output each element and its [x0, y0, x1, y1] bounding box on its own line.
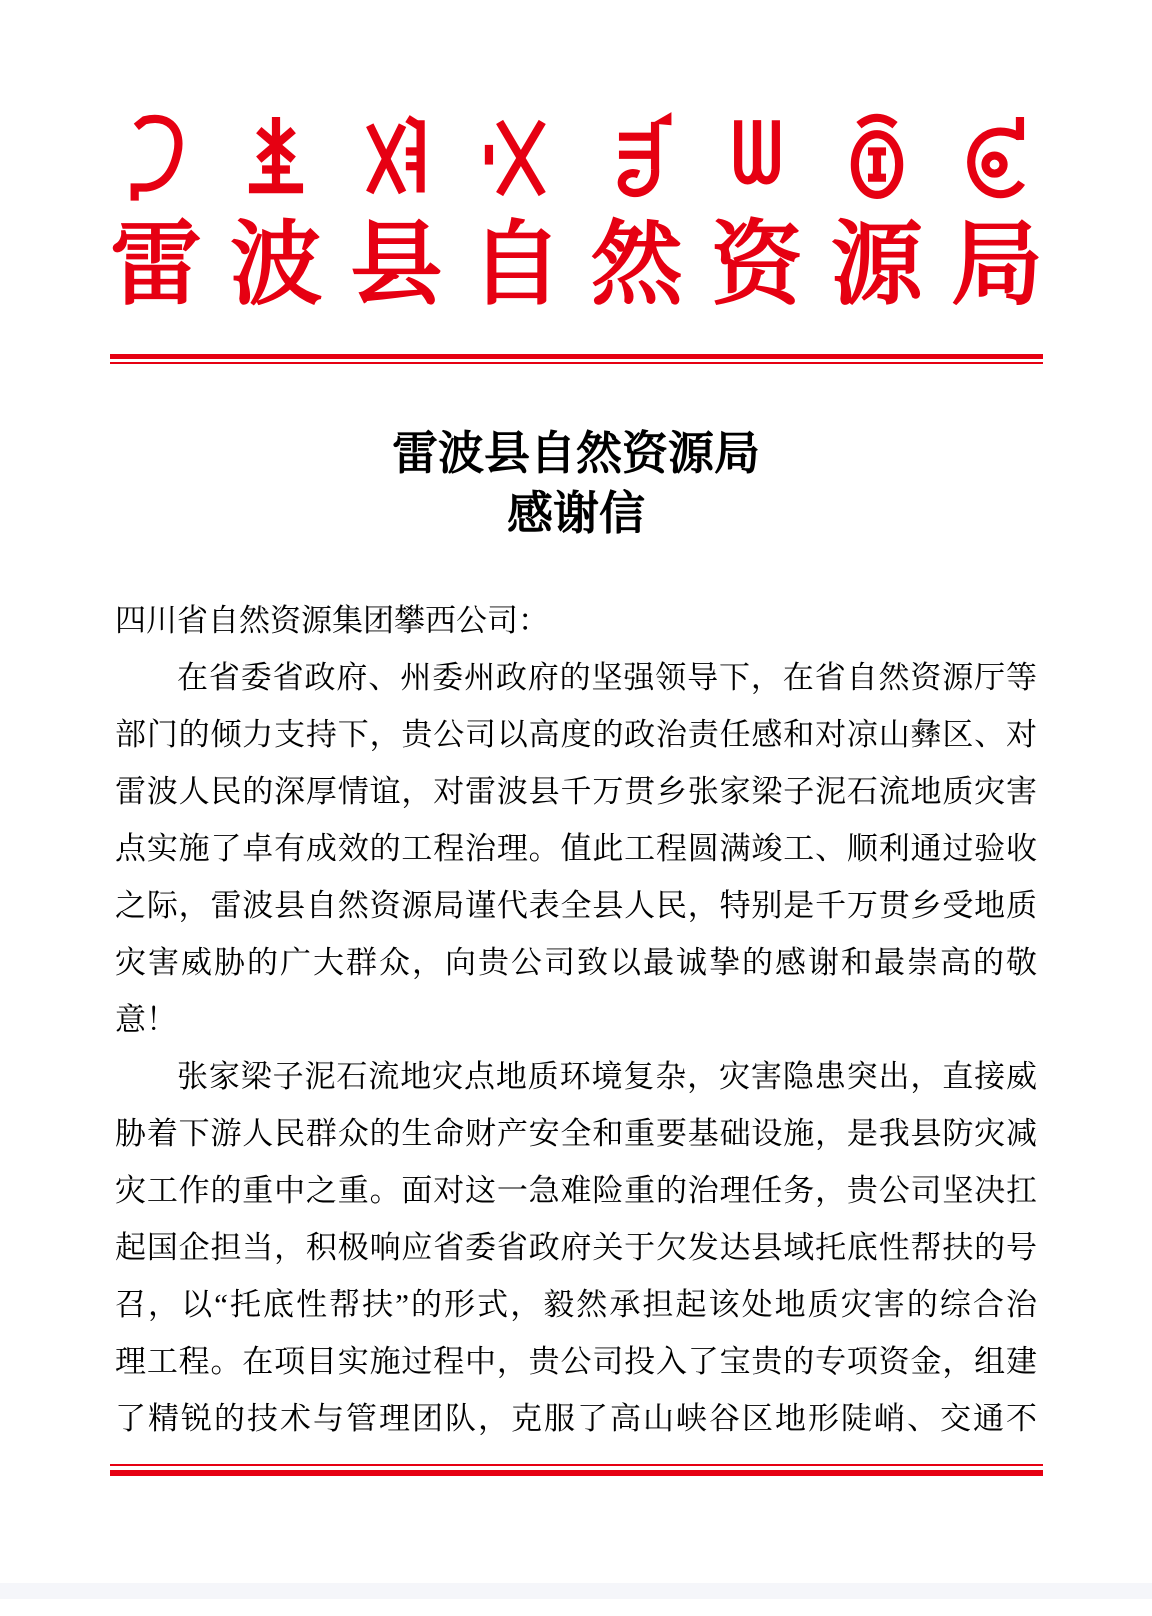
- body-line: 意！: [115, 1002, 177, 1037]
- yi-x-ladder-glyph-icon: [355, 104, 437, 210]
- yi-oval-i-hat-glyph-icon: [836, 104, 918, 210]
- body-line: 之际，雷波县自然资源局谨代表全县人民，特别是千万贯乡受地质: [115, 888, 1037, 923]
- page-edge-gap: [0, 1583, 1152, 1599]
- body-line: 部门的倾力支持下，贵公司以高度的政治责任感和对凉山彝区、对: [115, 717, 1037, 752]
- letterhead-column: [230, 104, 322, 320]
- letter-body: [115, 592, 1037, 1447]
- letterhead-column: [591, 104, 683, 320]
- letterhead-column: [711, 104, 803, 320]
- body-line: 在省委省政府、州委州政府的坚强领导下，在省自然资源厅等: [177, 660, 1037, 695]
- org-name-char: 雷: [110, 214, 203, 316]
- body-line: 雷波人民的深厚情谊，对雷波县千万贯乡张家梁子泥石流地质灾害: [115, 774, 1037, 809]
- yi-flag-loop-glyph-icon: [596, 104, 678, 210]
- document-title-line1: 雷波县自然资源局: [392, 428, 760, 479]
- org-name-char: 波: [230, 214, 323, 316]
- body-line: 灾工作的重中之重。面对这一急难险重的治理任务，贵公司坚决扛: [115, 1173, 1037, 1208]
- body-line: 胁着下游人民群众的生命财产安全和重要基础设施，是我县防灾减: [115, 1116, 1037, 1151]
- letterhead-column: [350, 104, 442, 320]
- body-line: 起国企担当，积极响应省委省政府关于欠发达县域托底性帮扶的号: [115, 1230, 1037, 1265]
- body-line: 理工程。在项目实施过程中，贵公司投入了宝贵的专项资金，组建: [115, 1344, 1037, 1379]
- document-title-line2: 感谢信: [507, 488, 645, 539]
- body-line: 了精锐的技术与管理团队，克服了高山峡谷区地形陡峭、交通不: [115, 1401, 1037, 1436]
- org-name-char: 自: [470, 214, 563, 316]
- letterhead-column: [831, 104, 923, 320]
- body-line: 召，以“托底性帮扶”的形式，毅然承担起该处地质灾害的综合治: [115, 1287, 1037, 1322]
- body-line: 张家梁子泥石流地灾点地质环境复杂，灾害隐患突出，直接威: [177, 1059, 1037, 1094]
- document-title: [0, 424, 1152, 544]
- letterhead-column: [110, 104, 202, 320]
- org-name-char: 然: [590, 214, 683, 316]
- footer-double-rule: [110, 1464, 1043, 1476]
- masthead-double-rule: [110, 354, 1043, 364]
- org-name-char: 局: [950, 214, 1043, 316]
- org-name-char: 资: [710, 214, 803, 316]
- body-line: 点实施了卓有成效的工程治理。值此工程圆满竣工、顺利通过验收: [115, 831, 1037, 866]
- body-line: 灾害威胁的广大群众，向贵公司致以最诚挚的感谢和最崇高的敬: [115, 945, 1037, 980]
- yi-x-tick-glyph-icon: [475, 104, 557, 210]
- yi-double-u-glyph-icon: [716, 104, 798, 210]
- yi-ring-stem-glyph-icon: [956, 104, 1038, 210]
- salutation-line: 四川省自然资源集团攀西公司：: [115, 603, 549, 638]
- yi-stem-cross-glyph-icon: [235, 104, 317, 210]
- org-name-char: 源: [830, 214, 923, 316]
- letterhead-column: [951, 104, 1043, 320]
- yi-hook-c-glyph-icon: [115, 104, 197, 210]
- letterhead: [110, 104, 1043, 320]
- letterhead-column: [470, 104, 562, 320]
- org-name-char: 县: [350, 214, 443, 316]
